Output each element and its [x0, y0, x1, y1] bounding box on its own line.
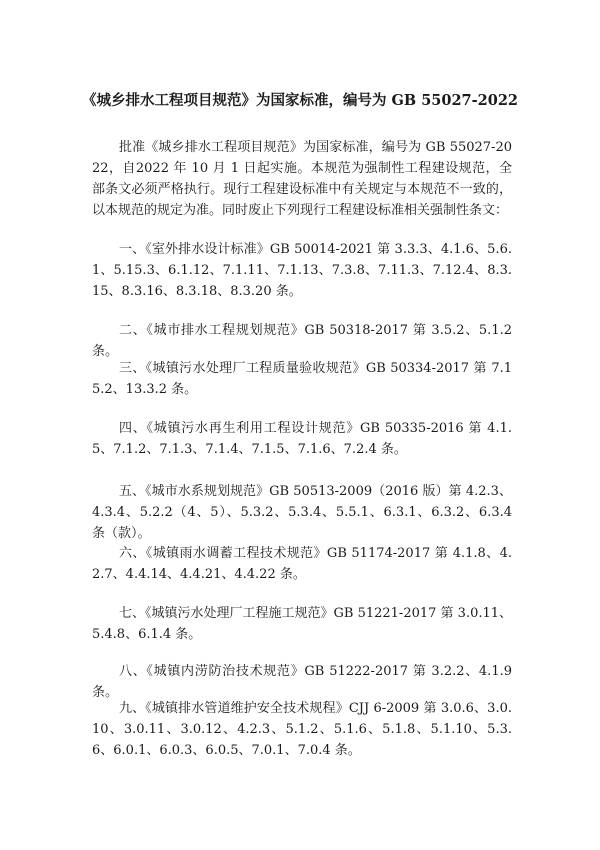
- intro-paragraph: 批准《城乡排水工程项目规范》为国家标准，编号为 GB 55027-2022，自2022 年 10 月 1 日起实施。本规范为强制性工程建设规范，全部条文必须严格执行。现行工程建设标准中有关规定与本规范不一致的，以本规范的规定为准。同时废止下列现行工程建设标准相关强制性条文：: [92, 140, 512, 218]
- repealed-item-4: 四、《城镇污水再生利用工程设计规范》GB 50335-2016 第 4.1.5、7.1.2、7.1.3、7.1.4、7.1.5、7.1.6、7.2.4 条。: [92, 421, 512, 457]
- repealed-item-6: 六、《城镇雨水调蓄工程技术规范》GB 51174-2017 第 4.1.8、4.2.7、4.4.14、4.4.21、4.4.22 条。: [92, 546, 512, 582]
- repealed-item-2: 二、《城市排水工程规划规范》GB 50318-2017 第 3.5.2、5.1.2 条。: [92, 323, 512, 359]
- repealed-item-9: 九、《城镇排水管道维护安全技术规程》CJJ 6-2009 第 3.0.6、3.0.10、3.0.11、3.0.12、4.2.3、5.1.2、5.1.6、5.1.8、5.1.10、5.3.6、6.0.1、6.0.3、6.0.5、7.0.1、7.0.4 条。: [92, 701, 512, 758]
- repealed-item-7: 七、《城镇污水处理厂工程施工规范》GB 51221-2017 第 3.0.11、5.4.8、6.1.4 条。: [92, 606, 513, 642]
- repealed-item-3: 三、《城镇污水处理厂工程质量验收规范》GB 50334-2017 第 7.15.2、13.3.2 条。: [92, 361, 512, 397]
- repealed-item-1: 一、《室外排水设计标准》GB 50014-2021 第 3.3.3、4.1.6、5.6.1、5.15.3、6.1.12、7.1.11、7.1.13、7.3.8、7.11.3、7.12.4、8.3.15、8.3.16、8.3.18、8.3.20 条。: [92, 242, 512, 299]
- repealed-item-8: 八、《城镇内涝防治技术规范》GB 51222-2017 第 3.2.2、4.1.9 条。: [92, 664, 512, 700]
- repealed-item-5: 五、《城市水系规划规范》GB 50513-2009（2016 版）第 4.2.3、4.3.4、5.2.2（4、5）、5.3.2、5.3.4、5.5.1、6.3.1、6.3.2、6.3.4 条（款）。: [92, 484, 512, 541]
- document-title: 《城乡排水工程项目规范》为国家标准，编号为 GB 55027-2022: [81, 92, 519, 109]
